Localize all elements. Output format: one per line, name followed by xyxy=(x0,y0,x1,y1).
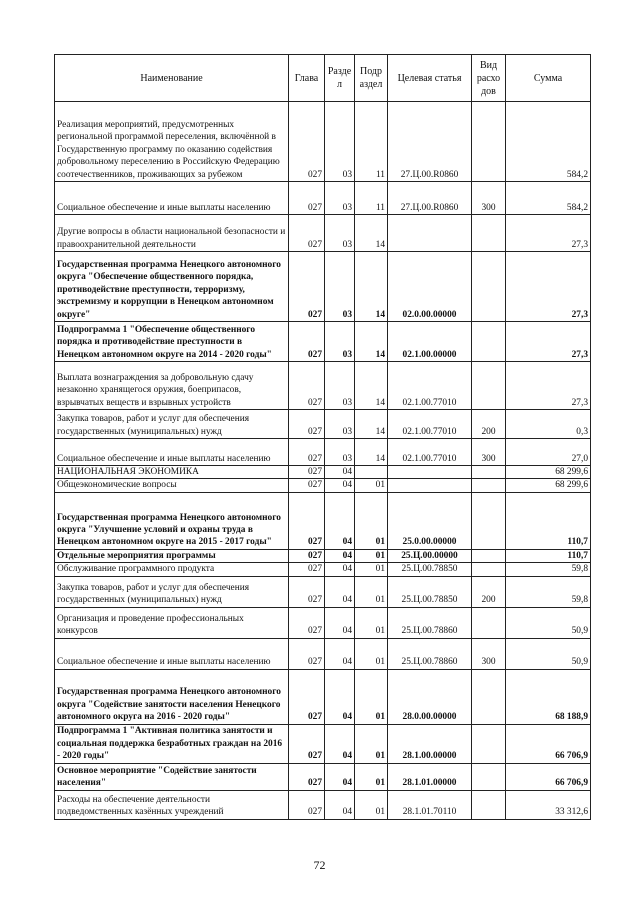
table-row xyxy=(55,466,591,479)
row-razdel: 03 xyxy=(325,252,355,322)
row-vid xyxy=(472,466,506,479)
row-target: 02.1.00.00000 xyxy=(388,322,472,362)
row-vid: 300 xyxy=(472,182,506,215)
row-target: 27.Ц.00.R0860 xyxy=(388,102,472,182)
table-row xyxy=(55,479,591,492)
row-vid xyxy=(472,790,506,819)
row-target: 28.1.01.00000 xyxy=(388,763,472,790)
row-sum: 66 706,9 xyxy=(506,724,591,763)
row-podrazdel: 01 xyxy=(355,724,388,763)
row-razdel: 03 xyxy=(325,102,355,182)
row-vid xyxy=(472,215,506,252)
row-sum: 68 188,9 xyxy=(506,669,591,724)
table-row xyxy=(55,439,591,466)
row-podrazdel: 11 xyxy=(355,182,388,215)
row-sum: 59,8 xyxy=(506,576,591,607)
row-razdel: 04 xyxy=(325,576,355,607)
row-target xyxy=(388,215,472,252)
row-target: 28.1.01.70110 xyxy=(388,790,472,819)
row-name: Закупка товаров, работ и услуг для обеспечения государственных (муниципальных) нужд xyxy=(55,576,289,607)
row-vid: 300 xyxy=(472,439,506,466)
row-razdel: 03 xyxy=(325,215,355,252)
row-podrazdel: 14 xyxy=(355,322,388,362)
table-row xyxy=(55,724,591,763)
row-podrazdel: 14 xyxy=(355,215,388,252)
row-podrazdel xyxy=(355,466,388,479)
header-razdel: Разде л xyxy=(325,55,355,102)
row-razdel: 03 xyxy=(325,322,355,362)
row-glava: 027 xyxy=(289,466,325,479)
row-razdel: 04 xyxy=(325,607,355,638)
row-glava: 027 xyxy=(289,790,325,819)
row-glava: 027 xyxy=(289,362,325,410)
table-header-row xyxy=(55,55,591,102)
table-row xyxy=(55,410,591,439)
row-razdel: 04 xyxy=(325,724,355,763)
row-sum: 68 299,6 xyxy=(506,466,591,479)
row-vid xyxy=(472,362,506,410)
table-row xyxy=(55,638,591,669)
row-vid xyxy=(472,563,506,576)
row-podrazdel: 01 xyxy=(355,549,388,562)
row-name: Общеэкономические вопросы xyxy=(55,479,289,492)
row-podrazdel: 01 xyxy=(355,669,388,724)
row-glava: 027 xyxy=(289,638,325,669)
row-vid xyxy=(472,479,506,492)
row-podrazdel: 14 xyxy=(355,252,388,322)
row-podrazdel: 11 xyxy=(355,102,388,182)
table-row xyxy=(55,252,591,322)
row-vid: 200 xyxy=(472,576,506,607)
row-name: Реализация мероприятий, предусмотренных региональной программой переселения, включённой в Государственную программу по оказанию содействия добровольному переселению в Российскую Федерацию соотечественников, проживающих за рубежом xyxy=(55,102,289,182)
row-podrazdel: 01 xyxy=(355,479,388,492)
row-vid xyxy=(472,669,506,724)
row-target: 25.Ц.00.78850 xyxy=(388,563,472,576)
row-glava: 027 xyxy=(289,724,325,763)
header-podrazdel: Подр аздел xyxy=(355,55,388,102)
row-glava: 027 xyxy=(289,479,325,492)
row-name: НАЦИОНАЛЬНАЯ ЭКОНОМИКА xyxy=(55,466,289,479)
row-podrazdel: 14 xyxy=(355,362,388,410)
row-glava: 027 xyxy=(289,563,325,576)
row-razdel: 04 xyxy=(325,492,355,549)
row-name: Отдельные мероприятия программы xyxy=(55,549,289,562)
budget-table xyxy=(54,54,591,820)
row-target: 02.1.00.77010 xyxy=(388,410,472,439)
row-target: 25.Ц.00.00000 xyxy=(388,549,472,562)
row-razdel: 04 xyxy=(325,790,355,819)
table-row xyxy=(55,790,591,819)
row-name: Выплата вознаграждения за добровольную сдачу незаконно хранящегося оружия, боеприпасов, взрывчатых веществ и взрывных устройств xyxy=(55,362,289,410)
row-target: 25.Ц.00.78860 xyxy=(388,607,472,638)
table-row xyxy=(55,549,591,562)
row-sum: 33 312,6 xyxy=(506,790,591,819)
row-razdel: 04 xyxy=(325,479,355,492)
row-glava: 027 xyxy=(289,439,325,466)
row-razdel: 04 xyxy=(325,549,355,562)
row-sum: 50,9 xyxy=(506,638,591,669)
table-row xyxy=(55,763,591,790)
row-sum: 584,2 xyxy=(506,182,591,215)
header-vid: Вид расхо дов xyxy=(472,55,506,102)
table-row xyxy=(55,492,591,549)
row-vid xyxy=(472,607,506,638)
row-sum: 27,3 xyxy=(506,362,591,410)
table-row xyxy=(55,576,591,607)
row-target: 02.1.00.77010 xyxy=(388,439,472,466)
row-glava: 027 xyxy=(289,322,325,362)
page-number: 72 xyxy=(313,858,326,872)
header-sum: Сумма xyxy=(506,55,591,102)
row-name: Подпрограмма 1 "Обеспечение общественного порядка и противодействие преступности в Ненецком автономном округе на 2014 - 2020 годы" xyxy=(55,322,289,362)
row-sum: 27,3 xyxy=(506,215,591,252)
row-glava: 027 xyxy=(289,576,325,607)
row-sum: 27,3 xyxy=(506,252,591,322)
row-vid: 200 xyxy=(472,410,506,439)
row-target: 02.0.00.00000 xyxy=(388,252,472,322)
row-target xyxy=(388,479,472,492)
row-glava: 027 xyxy=(289,763,325,790)
row-razdel: 04 xyxy=(325,563,355,576)
row-name: Обслуживание программного продукта xyxy=(55,563,289,576)
table-row xyxy=(55,215,591,252)
table-row xyxy=(55,607,591,638)
row-target: 28.1.00.00000 xyxy=(388,724,472,763)
row-sum: 27,3 xyxy=(506,322,591,362)
row-vid xyxy=(472,322,506,362)
row-podrazdel: 01 xyxy=(355,492,388,549)
row-target xyxy=(388,466,472,479)
row-podrazdel: 01 xyxy=(355,576,388,607)
row-vid xyxy=(472,724,506,763)
header-glava: Глава xyxy=(289,55,325,102)
row-sum: 584,2 xyxy=(506,102,591,182)
row-sum: 110,7 xyxy=(506,549,591,562)
row-target: 02.1.00.77010 xyxy=(388,362,472,410)
row-target: 25.Ц.00.78850 xyxy=(388,576,472,607)
row-sum: 68 299,6 xyxy=(506,479,591,492)
row-name: Подпрограмма 1 "Активная политика занятости и социальная поддержка безработных граждан на 2016 - 2020 годы" xyxy=(55,724,289,763)
row-vid xyxy=(472,252,506,322)
row-target: 27.Ц.00.R0860 xyxy=(388,182,472,215)
row-name: Организация и проведение профессиональных конкурсов xyxy=(55,607,289,638)
row-sum: 27,0 xyxy=(506,439,591,466)
row-vid: 300 xyxy=(472,638,506,669)
table-row xyxy=(55,563,591,576)
table-row xyxy=(55,102,591,182)
row-name: Государственная программа Ненецкого автономного округа "Обеспечение общественного порядка, противодействие преступности, терроризму, экстремизму и коррупции в Ненецком автономном округе" xyxy=(55,252,289,322)
header-target: Целевая статья xyxy=(388,55,472,102)
row-sum: 110,7 xyxy=(506,492,591,549)
row-razdel: 04 xyxy=(325,763,355,790)
row-glava: 027 xyxy=(289,669,325,724)
row-razdel: 04 xyxy=(325,638,355,669)
row-glava: 027 xyxy=(289,492,325,549)
row-name: Закупка товаров, работ и услуг для обеспечения государственных (муниципальных) нужд xyxy=(55,410,289,439)
header-name: Наименование xyxy=(55,55,289,102)
row-glava: 027 xyxy=(289,182,325,215)
row-glava: 027 xyxy=(289,215,325,252)
row-name: Социальное обеспечение и иные выплаты населению xyxy=(55,638,289,669)
row-name: Социальное обеспечение и иные выплаты населению xyxy=(55,439,289,466)
row-sum: 0,3 xyxy=(506,410,591,439)
table-row xyxy=(55,322,591,362)
row-vid xyxy=(472,492,506,549)
row-name: Другие вопросы в области национальной безопасности и правоохранительной деятельности xyxy=(55,215,289,252)
row-vid xyxy=(472,102,506,182)
row-target: 28.0.00.00000 xyxy=(388,669,472,724)
row-name: Основное мероприятие "Содействие занятости населения" xyxy=(55,763,289,790)
row-razdel: 03 xyxy=(325,362,355,410)
row-glava: 027 xyxy=(289,607,325,638)
row-razdel: 03 xyxy=(325,439,355,466)
row-glava: 027 xyxy=(289,410,325,439)
table-row xyxy=(55,669,591,724)
row-podrazdel: 01 xyxy=(355,790,388,819)
row-podrazdel: 01 xyxy=(355,563,388,576)
row-podrazdel: 01 xyxy=(355,638,388,669)
row-vid xyxy=(472,549,506,562)
row-target: 25.Ц.00.78860 xyxy=(388,638,472,669)
row-name: Государственная программа Ненецкого автономного округа "Улучшение условий и охраны труда в Ненецком автономном округе на 2015 - 2017 годы" xyxy=(55,492,289,549)
row-podrazdel: 01 xyxy=(355,763,388,790)
row-sum: 66 706,9 xyxy=(506,763,591,790)
row-razdel: 03 xyxy=(325,182,355,215)
row-glava: 027 xyxy=(289,252,325,322)
row-glava: 027 xyxy=(289,549,325,562)
table-row xyxy=(55,362,591,410)
row-razdel: 03 xyxy=(325,410,355,439)
row-vid xyxy=(472,763,506,790)
row-target: 25.0.00.00000 xyxy=(388,492,472,549)
row-podrazdel: 14 xyxy=(355,439,388,466)
row-podrazdel: 01 xyxy=(355,607,388,638)
row-sum: 50,9 xyxy=(506,607,591,638)
row-glava: 027 xyxy=(289,102,325,182)
row-name: Расходы на обеспечение деятельности подведомственных казённых учреждений xyxy=(55,790,289,819)
row-name: Государственная программа Ненецкого автономного округа "Содействие занятости населения Ненецкого автономного округа на 2016 - 2020 годы" xyxy=(55,669,289,724)
row-name: Социальное обеспечение и иные выплаты населению xyxy=(55,182,289,215)
table-row xyxy=(55,182,591,215)
row-razdel: 04 xyxy=(325,466,355,479)
row-razdel: 04 xyxy=(325,669,355,724)
row-podrazdel: 14 xyxy=(355,410,388,439)
row-sum: 59,8 xyxy=(506,563,591,576)
